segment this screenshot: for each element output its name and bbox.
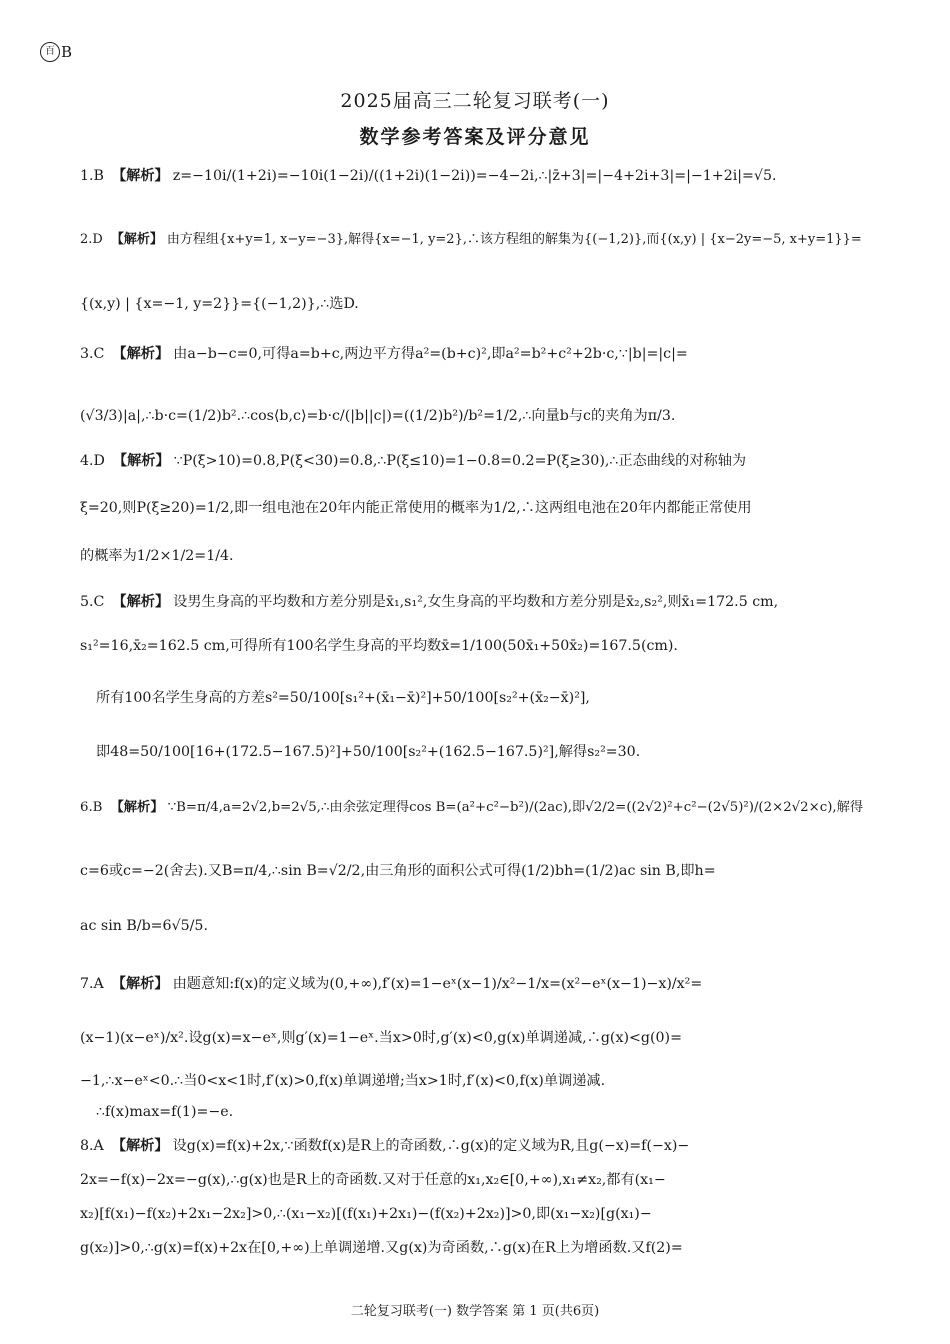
answer-text: 由a−b−c=0,可得a=b+c,两边平方得a²=(b+c)²,即a²=b²+c²+2b·c,∵|b|=|c|= bbox=[173, 346, 688, 362]
answer-number: 4.D bbox=[80, 453, 105, 469]
exam-title: 2025届高三二轮复习联考(一) bbox=[340, 90, 610, 112]
answer-1-line-1 bbox=[80, 168, 875, 185]
solution-tag: 【解析】 bbox=[111, 1138, 169, 1154]
answer-6-line-1 bbox=[80, 800, 875, 816]
answer-6-line-2: c=6或c=−2(舍去).又B=π/4,∴sin B=√2/2,由三角形的面积公式可得(1/2)bh=(1/2)ac sin B,即h= bbox=[80, 863, 716, 879]
answer-8-line-4: g(x₂)]>0,∴g(x)=f(x)+2x在[0,+∞)上单调递增.又g(x)为奇函数,∴g(x)在R上为增函数.又f(2)= bbox=[80, 1240, 683, 1256]
answer-8-line-1 bbox=[80, 1138, 875, 1155]
answer-text: z=−10i/(1+2i)=−10i(1−2i)/((1+2i)(1−2i))=−4−2i,∴|z̄+3|=|−4+2i+3|=|−1+2i|=√5. bbox=[172, 168, 777, 184]
answer-7-line-2: (x−1)(x−eˣ)/x².设g(x)=x−eˣ,则g′(x)=1−eˣ.当x>0时,g′(x)<0,g(x)单调递减,∴g(x)<g(0)= bbox=[80, 1030, 682, 1046]
logo-circle-mark: 百 bbox=[40, 42, 60, 62]
answer-7-line-3: −1,∴x−eˣ<0.∴当0<x<1时,f′(x)>0,f(x)单调递增;当x>1时,f′(x)<0,f(x)单调递减. bbox=[80, 1073, 606, 1089]
answer-text: 设男生身高的平均数和方差分别是x̄₁,s₁²,女生身高的平均数和方差分别是x̄₂,s₂²,则x̄₁=172.5 cm, bbox=[173, 594, 779, 610]
answer-8-line-2: 2x=−f(x)−2x=−g(x),∴g(x)也是R上的奇函数.又对于任意的x₁,x₂∈[0,+∞),x₁≠x₂,都有(x₁− bbox=[80, 1172, 666, 1188]
solution-tag: 【解析】 bbox=[110, 232, 163, 247]
answer-5-line-4: 即48=50/100[16+(172.5−167.5)²]+50/100[s₂²+(162.5−167.5)²],解得s₂²=30. bbox=[96, 744, 641, 760]
answer-7-line-1 bbox=[80, 976, 875, 993]
solution-tag: 【解析】 bbox=[111, 976, 169, 992]
answer-number: 6.B bbox=[80, 800, 103, 815]
answer-4-line-1 bbox=[80, 453, 875, 470]
answer-7-line-4: ∴f(x)max=f(1)=−e. bbox=[96, 1104, 234, 1120]
answer-5-line-1 bbox=[80, 594, 875, 611]
doc-subtitle: 数学参考答案及评分意见 bbox=[359, 126, 591, 148]
answer-text: 由方程组{x+y=1, x−y=−3},解得{x=−1, y=2},∴该方程组的解集为{(−1,2)},而{(x,y) | {x−2y=−5, x+y=1}}= bbox=[166, 232, 862, 247]
answer-text: 设g(x)=f(x)+2x,∵函数f(x)是R上的奇函数,∴g(x)的定义域为R,且g(−x)=f(−x)− bbox=[172, 1138, 690, 1154]
logo-letter: B bbox=[61, 43, 73, 61]
answer-5-line-2: s₁²=16,x̄₂=162.5 cm,可得所有100名学生身高的平均数x̄=1/100(50x̄₁+50x̄₂)=167.5(cm). bbox=[80, 638, 678, 654]
publisher-logo bbox=[40, 42, 72, 62]
answer-2-line-1 bbox=[80, 232, 875, 248]
answer-number: 5.C bbox=[80, 594, 105, 610]
answer-8-line-3: x₂)[f(x₁)−f(x₂)+2x₁−2x₂]>0,∴(x₁−x₂)[(f(x₁)+2x₁)−(f(x₂)+2x₂)]>0,即(x₁−x₂)[g(x₁)− bbox=[80, 1206, 652, 1222]
solution-tag: 【解析】 bbox=[112, 594, 170, 610]
answer-3-line-1 bbox=[80, 346, 875, 363]
answer-text: ∵B=π/4,a=2√2,b=2√5,∴由余弦定理得cos B=(a²+c²−b²)/(2ac),即√2/2=((2√2)²+c²−(2√5)²)/(2×2√2×c),解得 bbox=[167, 800, 864, 815]
answer-number: 3.C bbox=[80, 346, 105, 362]
answer-3-line-2: (√3/3)|a|,∴b·c=(1/2)b².∴cos⟨b,c⟩=b·c/(|b||c|)=((1/2)b²)/b²=1/2,∴向量b与c的夹角为π/3. bbox=[80, 408, 676, 424]
answer-text: ∵P(ξ>10)=0.8,P(ξ<30)=0.8,∴P(ξ≤10)=1−0.8=0.2=P(ξ≥30),∴正态曲线的对称轴为 bbox=[173, 453, 747, 469]
solution-tag: 【解析】 bbox=[112, 346, 170, 362]
solution-tag: 【解析】 bbox=[112, 453, 170, 469]
answer-6-line-3: ac sin B/b=6√5/5. bbox=[80, 918, 208, 934]
answer-number: 1.B bbox=[80, 168, 104, 184]
answer-number: 8.A bbox=[80, 1138, 104, 1154]
answer-4-line-3: 的概率为1/2×1/2=1/4. bbox=[80, 548, 234, 564]
answer-text: 由题意知:f(x)的定义域为(0,+∞),f′(x)=1−eˣ(x−1)/x²−1/x=(x²−eˣ(x−1)−x)/x²= bbox=[172, 976, 703, 992]
answer-5-line-3: 所有100名学生身高的方差s²=50/100[s₁²+(x̄₁−x̄)²]+50/100[s₂²+(x̄₂−x̄)²], bbox=[96, 690, 590, 706]
solution-tag: 【解析】 bbox=[111, 168, 169, 184]
answer-number: 7.A bbox=[80, 976, 104, 992]
page-footer: 二轮复习联考(一) 数学答案 第 1 页(共6页) bbox=[350, 1304, 600, 1319]
answer-number: 2.D bbox=[80, 232, 103, 247]
answer-2-line-2: {(x,y) | {x=−1, y=2}}={(−1,2)},∴选D. bbox=[80, 296, 359, 312]
answer-4-line-2: ξ=20,则P(ξ≥20)=1/2,即一组电池在20年内能正常使用的概率为1/2,∴这两组电池在20年内都能正常使用 bbox=[80, 500, 752, 516]
solution-tag: 【解析】 bbox=[110, 800, 164, 815]
